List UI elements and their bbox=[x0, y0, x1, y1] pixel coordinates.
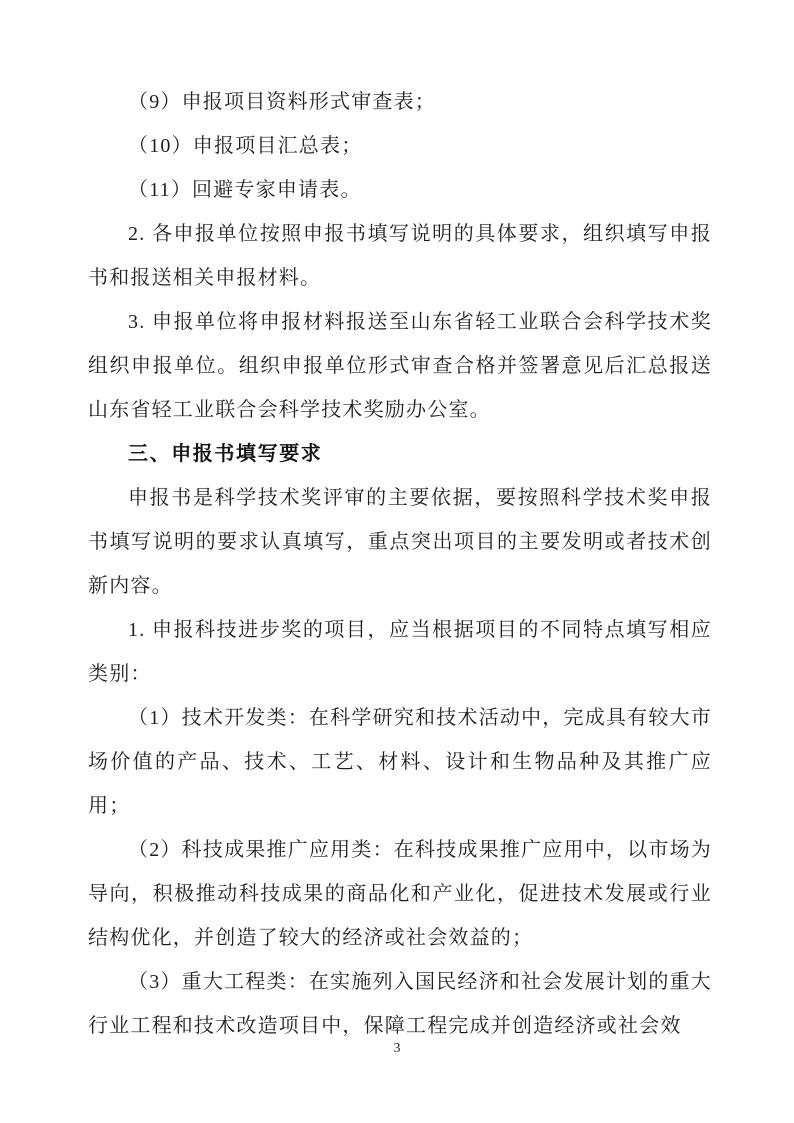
paragraph: （11）回避专家申请表。 bbox=[128, 179, 362, 201]
page-number: 3 bbox=[393, 1041, 401, 1056]
paragraph: （10）申报项目汇总表； bbox=[128, 135, 363, 157]
paragraph: （1）技术开发类：在科学研究和技术活动中，完成具有较大市场价值的产品、技术、工艺、材料、设计和生物品种及其推广应用； bbox=[88, 707, 712, 817]
paragraph: 1. 申报科技进步奖的项目，应当根据项目的不同特点填写相应类别： bbox=[88, 619, 712, 685]
paragraph: 申报书是科学技术奖评审的主要依据，要按照科学技术奖申报书填写说明的要求认真填写，重点突出项目的主要发明或者技术创新内容。 bbox=[88, 487, 712, 597]
document-body bbox=[88, 80, 712, 1048]
paragraph: 2. 各申报单位按照申报书填写说明的具体要求，组织填写申报书和报送相关申报材料。 bbox=[88, 223, 712, 289]
paragraph: 3. 申报单位将申报材料报送至山东省轻工业联合会科学技术奖组织申报单位。组织申报单位形式审查合格并签署意见后汇总报送山东省轻工业联合会科学技术奖励办公室。 bbox=[88, 311, 712, 421]
section-heading: 三、申报书填写要求 bbox=[128, 443, 323, 465]
paragraph: （3）重大工程类：在实施列入国民经济和社会发展计划的重大行业工程和技术改造项目中，保障工程完成并创造经济或社会效 bbox=[88, 971, 712, 1037]
paragraph: （9）申报项目资料形式审查表； bbox=[128, 91, 436, 113]
paragraph: （2）科技成果推广应用类：在科技成果推广应用中，以市场为导向，积极推动科技成果的商品化和产业化，促进技术发展或行业结构优化，并创造了较大的经济或社会效益的； bbox=[88, 839, 712, 949]
